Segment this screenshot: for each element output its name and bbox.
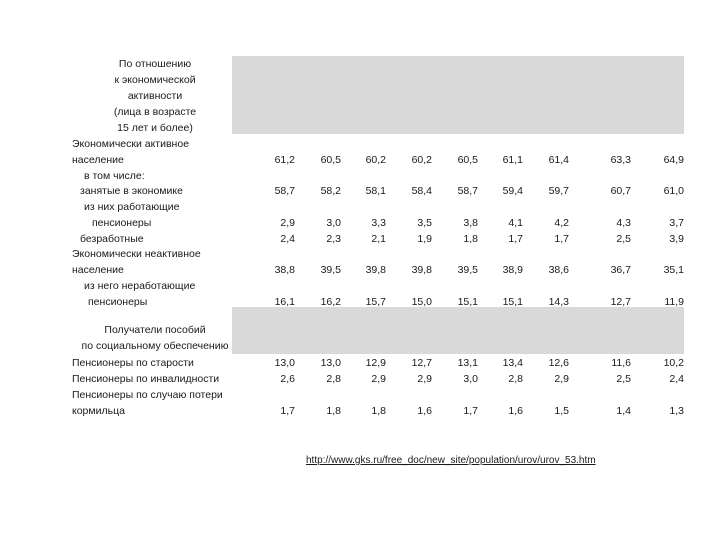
section-heading (70, 322, 240, 354)
table-cell: 13,4 (502, 357, 523, 369)
table-cell: 15,0 (411, 296, 432, 308)
table-cell: 3,7 (669, 217, 684, 229)
row-label: Пенсионеры по старости (72, 357, 194, 369)
row-label: в том числе: (84, 170, 145, 182)
table-cell: 61,1 (502, 154, 523, 166)
table-cell: 60,7 (610, 185, 631, 197)
table-cell: 3,0 (463, 373, 478, 385)
header-line: По отношению (118, 58, 192, 70)
table-cell: 2,3 (326, 233, 341, 245)
table-cell: 61,0 (663, 185, 684, 197)
row-label: Пенсионеры по инвалидности (72, 373, 220, 385)
table-cell: 38,6 (548, 264, 569, 276)
table-cell: 39,8 (365, 264, 386, 276)
table-cell: 2,9 (280, 217, 295, 229)
table-cell: 12,9 (365, 357, 386, 369)
table-cell: 2,8 (508, 373, 523, 385)
table-cell: 13,0 (320, 357, 341, 369)
row-label: кормильца (72, 405, 125, 417)
table-cell: 1,7 (463, 405, 478, 417)
row-label: занятые в экономике (80, 185, 183, 197)
row-label: пенсионеры (88, 296, 148, 308)
table-cell: 12,7 (411, 357, 432, 369)
table-cell: 13,0 (274, 357, 295, 369)
table-cell: 60,2 (365, 154, 386, 166)
row-label: Экономически активное (72, 138, 190, 150)
table-cell: 1,8 (371, 405, 386, 417)
table-cell: 1,3 (669, 405, 684, 417)
table-cell: 38,9 (502, 264, 523, 276)
table-cell: 2,9 (371, 373, 386, 385)
table-cell: 4,2 (554, 217, 569, 229)
row-label: Пенсионеры по случаю потери (72, 389, 223, 401)
row-label: пенсионеры (92, 217, 152, 229)
table-cell: 61,4 (548, 154, 569, 166)
table-cell: 2,9 (417, 373, 432, 385)
table-cell: 4,3 (616, 217, 631, 229)
row-label: Экономически неактивное (72, 248, 201, 260)
header-line: 15 лет и более) (117, 122, 193, 134)
table-cell: 1,8 (463, 233, 478, 245)
table-cell: 3,9 (669, 233, 684, 245)
row-label: население (72, 154, 124, 166)
table-cell: 59,7 (548, 185, 569, 197)
table-cell: 1,7 (554, 233, 569, 245)
source-link[interactable]: http://www.gks.ru/free_doc/new_site/population/urov/urov_53.htm (306, 455, 596, 466)
section-heading-line: по социальному обеспечению (81, 340, 229, 352)
column-header (70, 56, 240, 136)
table-cell: 1,8 (326, 405, 341, 417)
table-cell: 2,5 (616, 233, 631, 245)
table-cell: 16,1 (274, 296, 295, 308)
table-cell: 2,5 (616, 373, 631, 385)
table-cell: 60,5 (457, 154, 478, 166)
table-cell: 3,3 (371, 217, 386, 229)
table-cell: 2,4 (280, 233, 295, 245)
table-cell: 1,7 (280, 405, 295, 417)
header-line: (лица в возрасте (113, 106, 197, 118)
table-cell: 38,8 (274, 264, 295, 276)
header-line: активности (127, 90, 183, 102)
table-cell: 15,1 (457, 296, 478, 308)
table-cell: 61,2 (274, 154, 295, 166)
row-label: безработные (80, 233, 144, 245)
table-cell: 2,9 (554, 373, 569, 385)
table-cell: 3,0 (326, 217, 341, 229)
table-cell: 60,2 (411, 154, 432, 166)
table-cell: 1,5 (554, 405, 569, 417)
section-heading-line: Получатели пособий (104, 324, 206, 336)
table-cell: 58,2 (320, 185, 341, 197)
table-cell: 1,7 (508, 233, 523, 245)
table-cell: 2,4 (669, 373, 684, 385)
table-cell: 16,2 (320, 296, 341, 308)
table-cell: 64,9 (663, 154, 684, 166)
table-cell: 60,5 (320, 154, 341, 166)
table-cell: 36,7 (610, 264, 631, 276)
row-label: из него неработающие (84, 280, 196, 292)
table-cell: 1,6 (508, 405, 523, 417)
table-cell: 3,5 (417, 217, 432, 229)
table-cell: 13,1 (457, 357, 478, 369)
section-band (232, 307, 684, 354)
table-cell: 1,4 (616, 405, 631, 417)
header-line: к экономической (114, 74, 196, 86)
table-cell: 12,7 (610, 296, 631, 308)
table-cell: 11,6 (611, 357, 631, 369)
table-cell: 15,7 (365, 296, 386, 308)
table-cell: 2,6 (280, 373, 295, 385)
table-cell: 2,1 (371, 233, 386, 245)
table-cell: 58,7 (457, 185, 478, 197)
table-cell: 58,7 (274, 185, 295, 197)
table-cell: 11,9 (664, 296, 684, 308)
table-cell: 35,1 (663, 264, 684, 276)
table-cell: 58,4 (411, 185, 432, 197)
table-cell: 58,1 (365, 185, 386, 197)
table-cell: 1,9 (417, 233, 432, 245)
header-band (232, 56, 684, 134)
table-cell: 3,8 (463, 217, 478, 229)
table-cell: 12,6 (548, 357, 569, 369)
table-cell: 63,3 (610, 154, 631, 166)
table-cell: 14,3 (548, 296, 569, 308)
table-cell: 39,8 (411, 264, 432, 276)
table-cell: 10,2 (663, 357, 684, 369)
row-label: население (72, 264, 124, 276)
row-label: из них работающие (84, 201, 180, 213)
table-cell: 2,8 (326, 373, 341, 385)
table-cell: 4,1 (508, 217, 523, 229)
table-cell: 39,5 (320, 264, 341, 276)
table-cell: 15,1 (502, 296, 523, 308)
table-cell: 1,6 (417, 405, 432, 417)
table-cell: 39,5 (457, 264, 478, 276)
table-cell: 59,4 (502, 185, 523, 197)
